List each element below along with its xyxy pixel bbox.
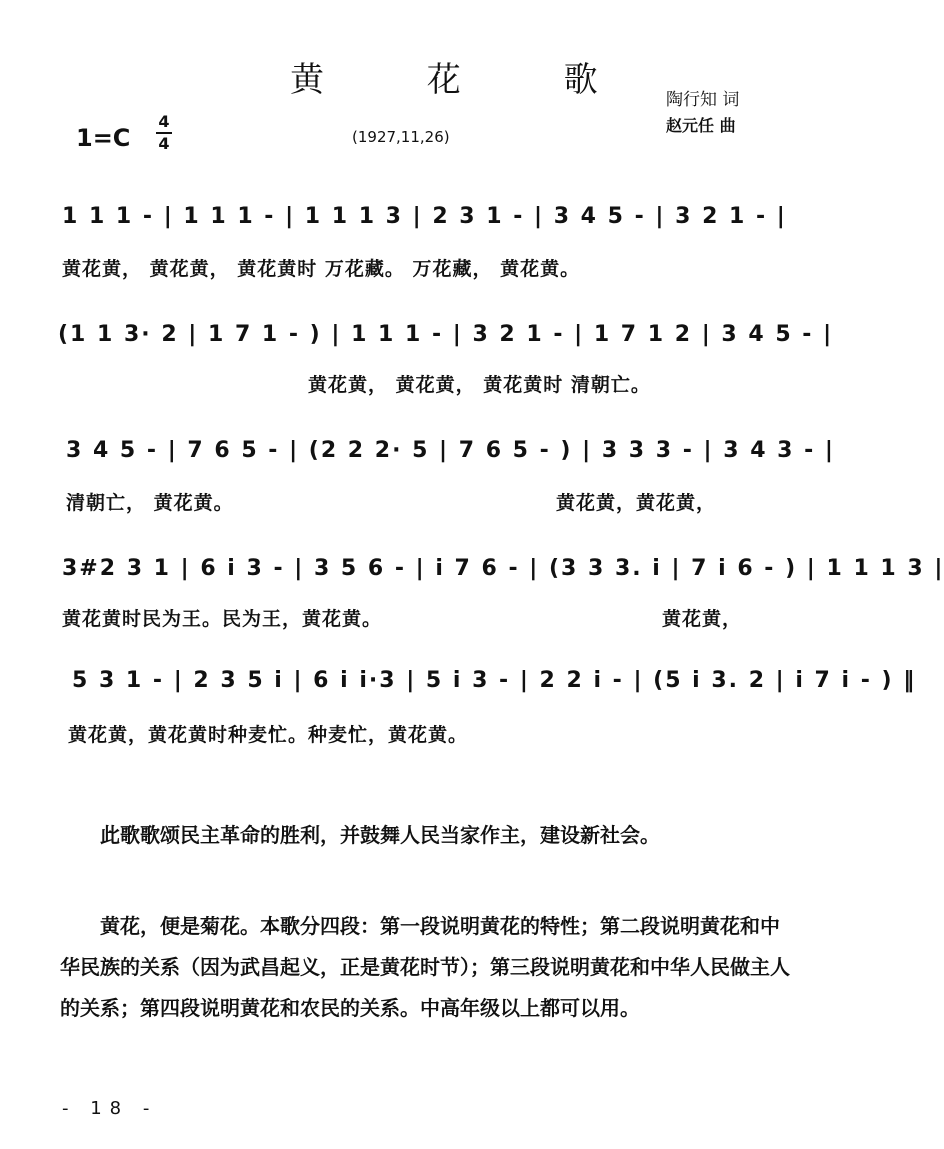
time-signature-top: 4 xyxy=(158,112,170,131)
score-line-1-lyrics: 黄花黄， 黄花黄， 黄花黄时 万花藏。 万花藏， 黄花黄。 xyxy=(62,258,581,280)
score-line-3-notes: 3 4 5 - | 7 6 5 - | (2 2 2· 5 | 7 6 5 - ) | 3 3 3 - | 3 4 3 - | xyxy=(66,438,835,463)
time-signature-bottom: 4 xyxy=(158,134,170,153)
lyricist-credit: 陶行知 词 xyxy=(666,90,740,110)
commentary-paragraph-1: 此歌歌颂民主革命的胜利，并鼓舞人民当家作主，建设新社会。 xyxy=(100,823,660,847)
key-signature: 1=C xyxy=(76,124,131,152)
song-title: 黄 花 歌 xyxy=(290,60,644,100)
score-line-2-lyrics: 黄花黄， 黄花黄， 黄花黄时 清朝亡。 xyxy=(308,374,651,396)
score-line-5-lyrics: 黄花黄，黄花黄时种麦忙。种麦忙，黄花黄。 xyxy=(68,724,469,746)
commentary-paragraph-2: 黄花，便是菊花。本歌分四段：第一段说明黄花的特性；第二段说明黄花和中华民族的关系（因为武昌起义，正是黄花时节）；第三段说明黄花和中华人民做主人的关系；第四段说明黄花和农民的关系。中高年级以上都可以用。 xyxy=(60,914,790,1020)
time-signature xyxy=(156,113,172,153)
score-line-3-lyrics-a: 清朝亡， 黄花黄。 xyxy=(66,492,234,514)
composition-date: (1927,11,26) xyxy=(352,128,450,146)
score-line-2-notes: (1 1 3· 2 | 1 7 1 - ) | 1 1 1 - | 3 2 1 - | 1 7 1 2 | 3 4 5 - | xyxy=(58,322,834,347)
score-line-3-lyrics-b: 黄花黄，黄花黄， xyxy=(556,492,717,514)
page-number: - 18 - xyxy=(62,1098,158,1119)
composer-credit: 赵元任 曲 xyxy=(666,116,736,135)
score-line-4-lyrics-b: 黄花黄， xyxy=(662,608,743,630)
score-line-4-lyrics-a: 黄花黄时民为王。民为王，黄花黄。 xyxy=(62,608,383,630)
score-line-5-notes: 5 3 1 - | 2 3 5 i | 6 i i·3 | 5 i 3 - | 2 2 i - | (5 i 3. 2 | i 7 i - ) ‖ xyxy=(72,668,917,693)
score-line-4-notes: 3#2 3 1 | 6 i 3 - | 3 5 6 - | i 7 6 - | (3 3 3. i | 7 i 6 - ) | 1 1 1 3 | xyxy=(62,556,944,581)
score-line-1-notes: 1 1 1 - | 1 1 1 - | 1 1 1 3 | 2 3 1 - | 3 4 5 - | 3 2 1 - | xyxy=(62,204,787,229)
